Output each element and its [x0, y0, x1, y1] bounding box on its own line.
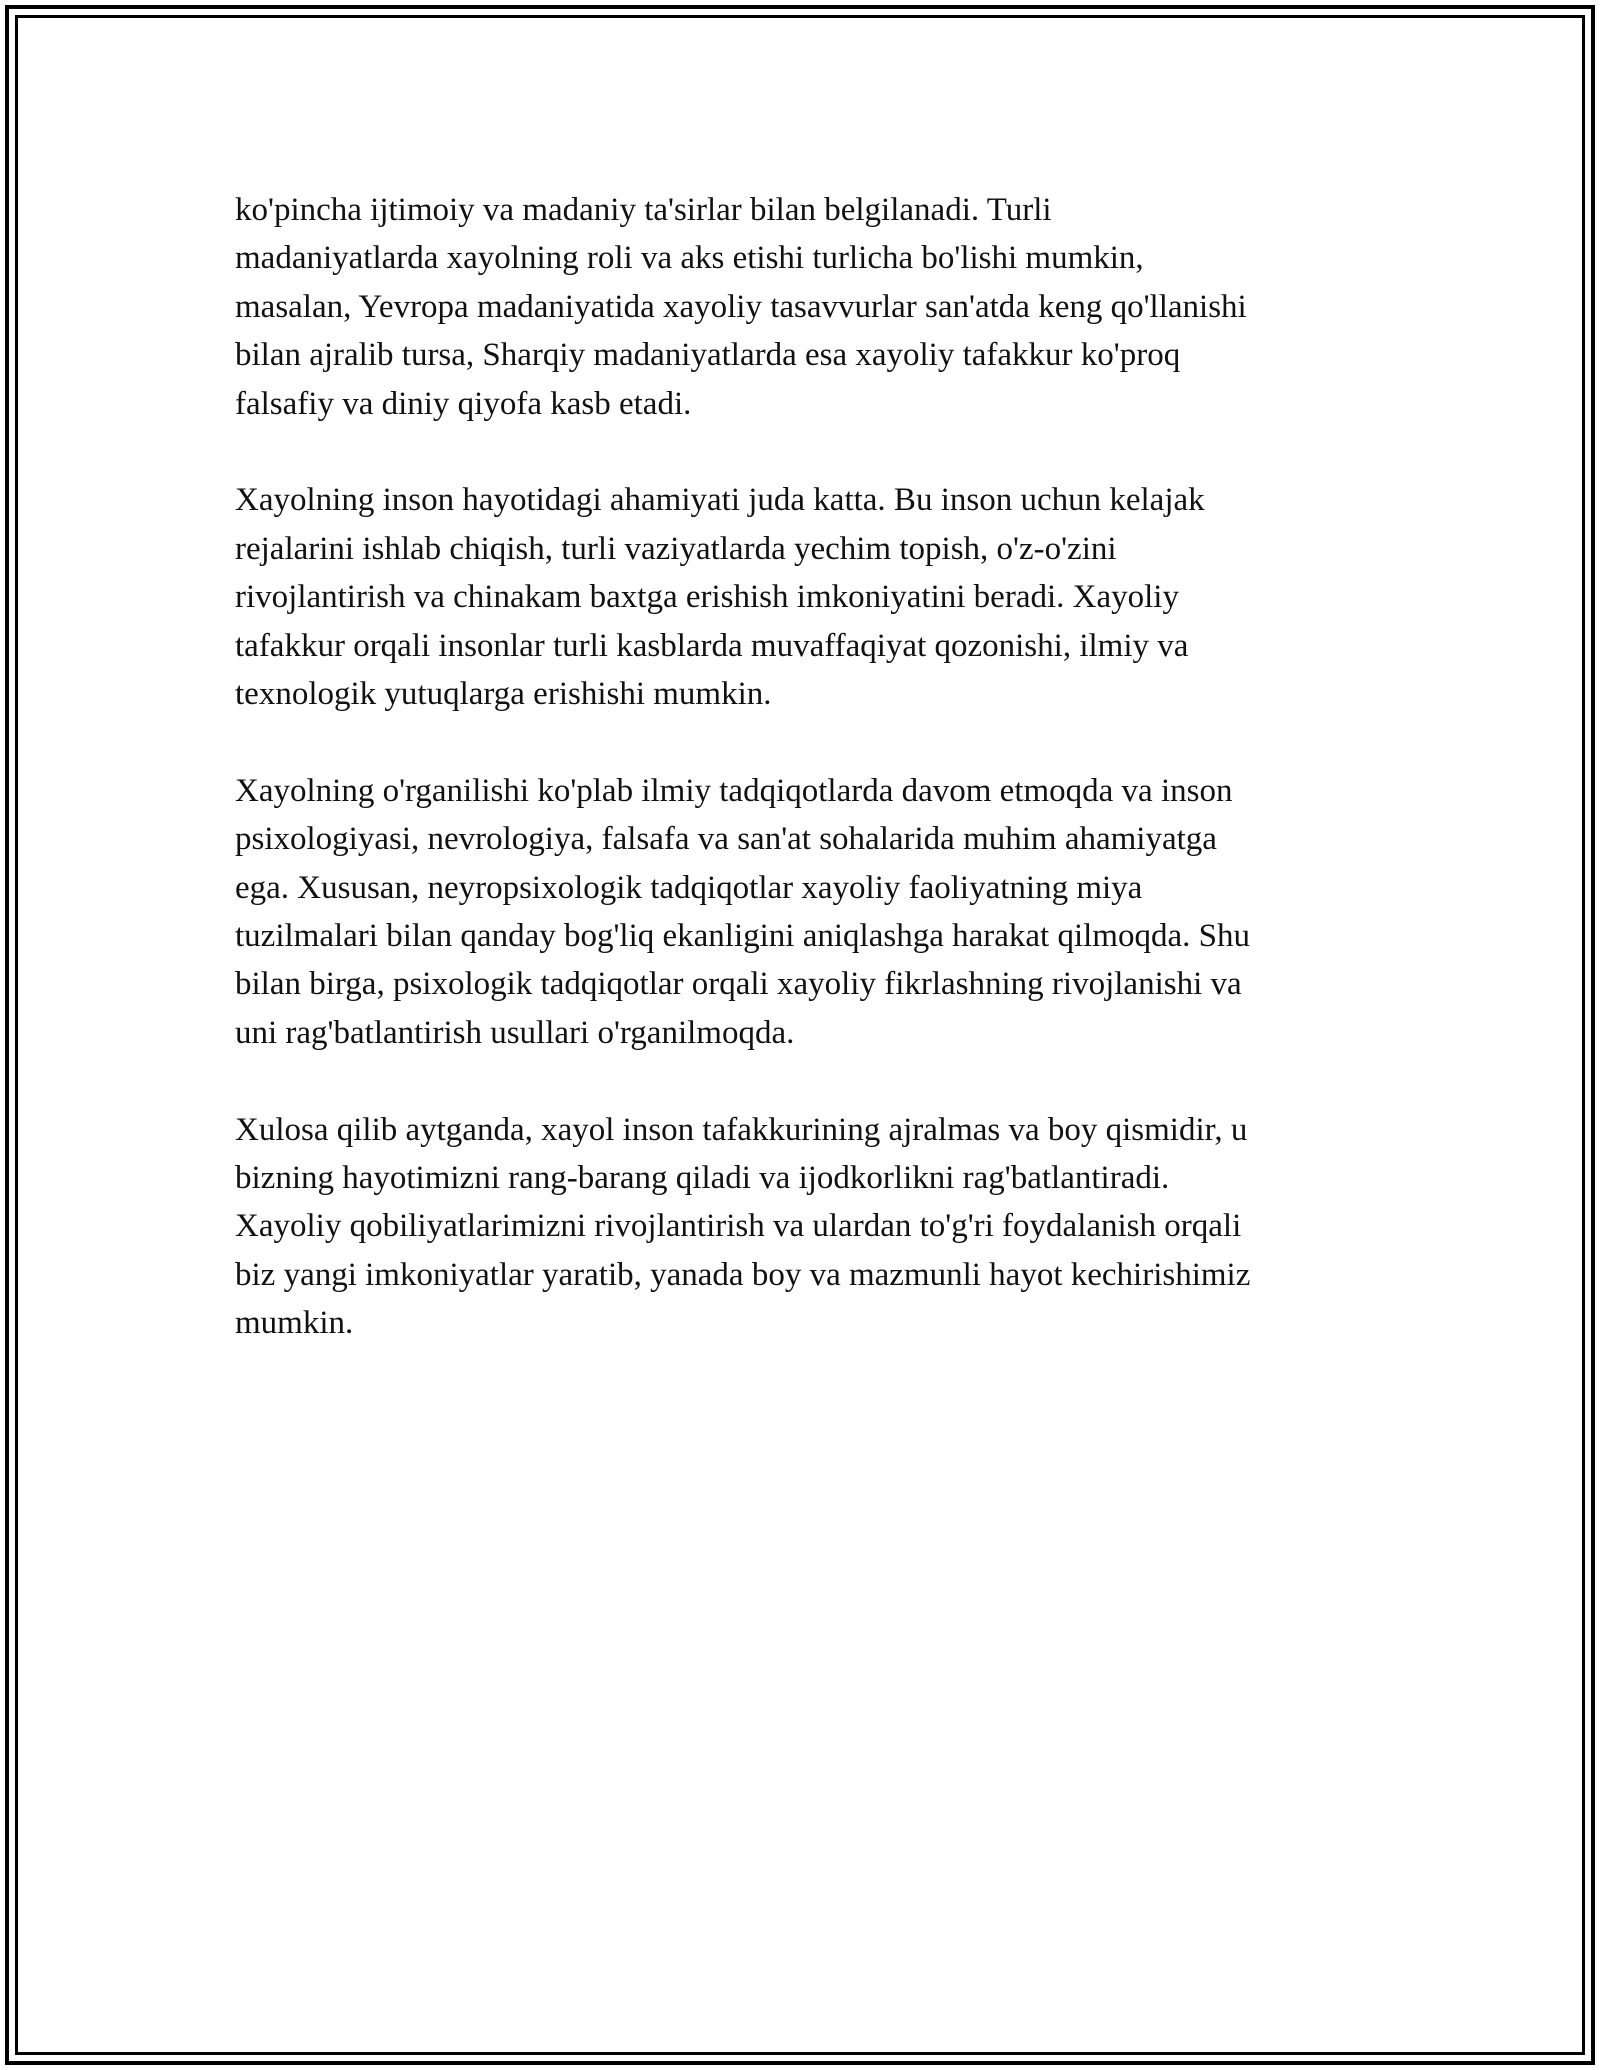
text-line: psixologiyasi, nevrologiya, falsafa va san'at sohalarida muhim ahamiyatga: [235, 821, 1217, 858]
text-line: ko'pincha ijtimoiy va madaniy ta'sirlar bilan belgilanadi. Turli: [235, 192, 1052, 228]
text-line: Xayolning o'rganilishi ko'plab ilmiy tadqiqotlarda davom etmoqda va inson: [235, 772, 1233, 809]
text-line: rejalarini ishlab chiqish, turli vaziyatlarda yechim topish, o'z-o'zini: [235, 530, 1117, 567]
text-line: bizning hayotimizni rang-barang qiladi va ijodkorlikni rag'batlantiradi.: [235, 1160, 1170, 1197]
text-line: falsafiy va diniy qiyofa kasb etadi.: [235, 385, 692, 422]
text-line: masalan, Yevropa madaniyatida xayoliy tasavvurlar san'atda keng qo'llanishi: [235, 288, 1247, 325]
paragraph-2: [235, 476, 1375, 718]
text-line: ega. Xususan, neyropsixologik tadqiqotlar xayoliy faoliyatning miya: [235, 869, 1143, 906]
text-line: biz yangi imkoniyatlar yaratib, yanada boy va mazmunli hayot kechirishimiz: [235, 1256, 1251, 1293]
paragraph-1: [235, 186, 1375, 428]
paragraph-3: [235, 767, 1375, 1057]
text-line: Xulosa qilib aytganda, xayol inson tafakkurining ajralmas va boy qismidir, u: [235, 1111, 1248, 1148]
document-body: [235, 186, 1375, 1348]
text-line: bilan ajralib tursa, Sharqiy madaniyatlarda esa xayoliy tafakkur ko'proq: [235, 337, 1181, 374]
text-line: rivojlantirish va chinakam baxtga erishish imkoniyatini beradi. Xayoliy: [235, 579, 1179, 616]
text-line: madaniyatlarda xayolning roli va aks etishi turlicha bo'lishi mumkin,: [235, 240, 1144, 277]
text-line: tuzilmalari bilan qanday bog'liq ekanligini aniqlashga harakat qilmoqda. Shu: [235, 918, 1250, 955]
text-line: tafakkur orqali insonlar turli kasblarda muvaffaqiyat qozonishi, ilmiy va: [235, 627, 1189, 664]
text-line: Xayolning inson hayotidagi ahamiyati juda katta. Bu inson uchun kelajak: [235, 482, 1205, 519]
text-line: texnologik yutuqlarga erishishi mumkin.: [235, 676, 772, 713]
paragraph-4: [235, 1106, 1375, 1348]
text-line: bilan birga, psixologik tadqiqotlar orqali xayoliy fikrlashning rivojlanishi va: [235, 966, 1242, 1003]
text-line: uni rag'batlantirish usullari o'rganilmoqda.: [235, 1014, 795, 1051]
text-line: Xayoliy qobiliyatlarimizni rivojlantirish va ulardan to'g'ri foydalanish orqali: [235, 1208, 1242, 1245]
text-line: mumkin.: [235, 1305, 354, 1342]
